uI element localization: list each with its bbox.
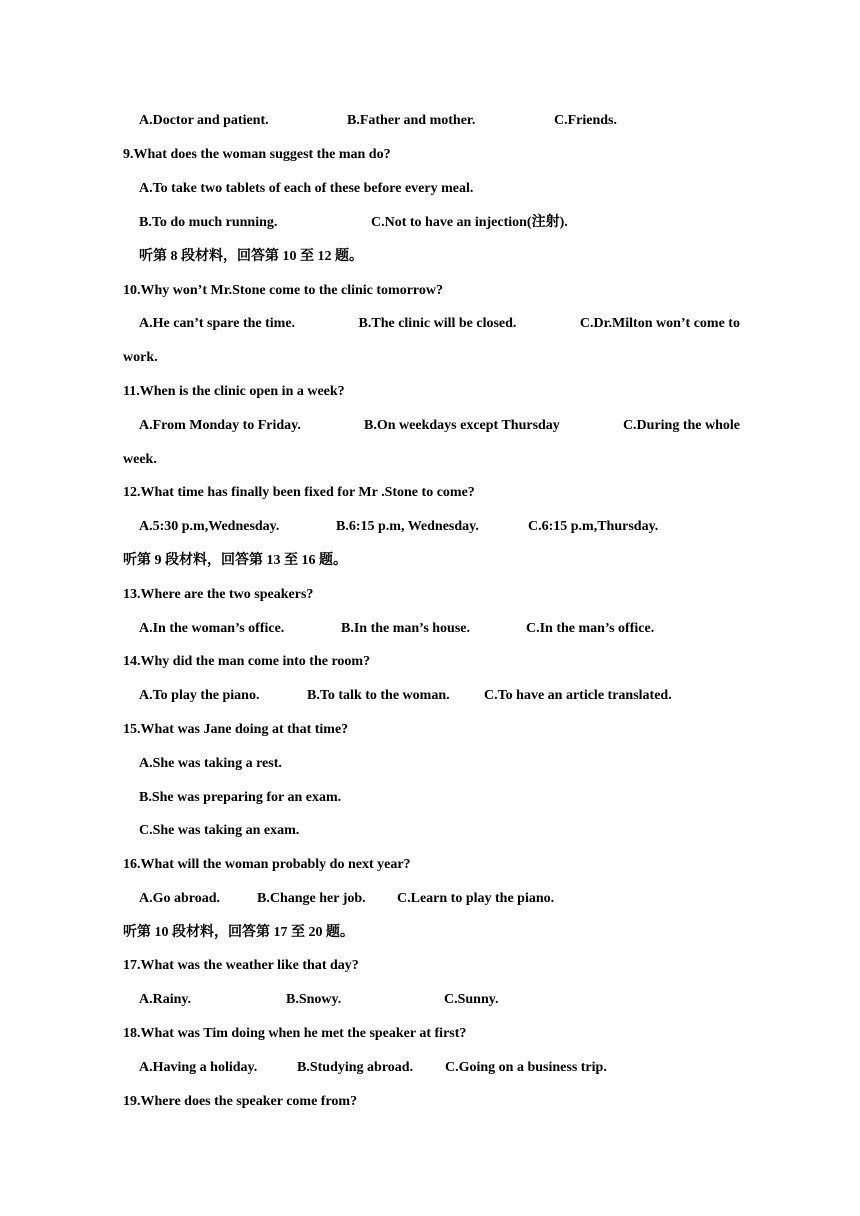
option-a: A.To play the piano. xyxy=(139,688,260,703)
option-c: C.Dr.Milton won’t come to xyxy=(579,316,740,331)
q11-option-c-continued xyxy=(0,450,860,470)
section-text: 听第 9 段材料，回答第 13 至 16 题。 xyxy=(123,553,347,568)
section-text: 听第 8 段材料，回答第 10 至 12 题。 xyxy=(139,249,363,264)
question-10 xyxy=(0,281,860,301)
continued-text: week. xyxy=(123,452,157,467)
option-b: B.Snowy. xyxy=(286,992,342,1007)
option-a: A.He can’t spare the time. xyxy=(139,316,296,331)
option-c: C.Friends. xyxy=(554,113,617,128)
options-row xyxy=(139,314,740,334)
question-text: 15.What was Jane doing at that time? xyxy=(123,722,349,737)
q18-options xyxy=(0,1058,860,1078)
question-17 xyxy=(0,956,860,976)
option-a: A.Having a holiday. xyxy=(139,1060,258,1075)
option-b: B.The clinic will be closed. xyxy=(358,316,517,331)
question-13 xyxy=(0,585,860,605)
option-c: C.Sunny. xyxy=(444,992,499,1007)
q14-options xyxy=(0,686,860,706)
option-c: C.In the man’s office. xyxy=(526,621,655,636)
option-c: C.Not to have an injection(注射). xyxy=(371,215,568,230)
q17-options xyxy=(0,990,860,1010)
question-9 xyxy=(0,145,860,165)
question-12 xyxy=(0,483,860,503)
question-text: 16.What will the woman probably do next year? xyxy=(123,857,411,872)
option-c: C.She was taking an exam. xyxy=(139,823,300,838)
q10-option-c-continued xyxy=(0,348,860,368)
option-a: A.In the woman’s office. xyxy=(139,621,285,636)
option-b: B.Father and mother. xyxy=(347,113,476,128)
q11-options xyxy=(0,416,860,436)
option-a: A.5:30 p.m,Wednesday. xyxy=(139,519,280,534)
section-9-heading xyxy=(0,551,860,571)
option-b: B.She was preparing for an exam. xyxy=(139,790,342,805)
option-c: C.6:15 p.m,Thursday. xyxy=(528,519,659,534)
question-14 xyxy=(0,652,860,672)
question-text: 9.What does the woman suggest the man do? xyxy=(123,147,391,162)
q12-options xyxy=(0,517,860,537)
option-b: B.Change her job. xyxy=(257,891,366,906)
question-text: 12.What time has finally been fixed for Mr .Stone to come? xyxy=(123,485,475,500)
option-a: A.To take two tablets of each of these before every meal. xyxy=(139,181,474,196)
question-19 xyxy=(0,1092,860,1112)
option-a: A.Doctor and patient. xyxy=(139,113,269,128)
q10-options xyxy=(0,314,860,334)
question-text: 13.Where are the two speakers? xyxy=(123,587,314,602)
question-18 xyxy=(0,1024,860,1044)
q9-option-a-line xyxy=(0,179,860,199)
question-text: 10.Why won’t Mr.Stone come to the clinic tomorrow? xyxy=(123,283,444,298)
option-a: A.She was taking a rest. xyxy=(139,756,282,771)
section-10-heading xyxy=(0,923,860,943)
option-a: A.From Monday to Friday. xyxy=(139,418,301,433)
q9-options-bc xyxy=(0,213,860,233)
q16-options xyxy=(0,889,860,909)
question-text: 18.What was Tim doing when he met the speaker at first? xyxy=(123,1026,467,1041)
options-row xyxy=(139,416,740,436)
continued-text: work. xyxy=(123,350,158,365)
q13-options xyxy=(0,619,860,639)
question-text: 11.When is the clinic open in a week? xyxy=(123,384,345,399)
option-b: B.Studying abroad. xyxy=(297,1060,414,1075)
option-c: C.Learn to play the piano. xyxy=(397,891,555,906)
option-b: B.6:15 p.m, Wednesday. xyxy=(336,519,479,534)
section-8-heading xyxy=(0,247,860,267)
option-a: A.Rainy. xyxy=(139,992,192,1007)
option-b: B.To do much running. xyxy=(139,215,278,230)
q15-option-b-line xyxy=(0,788,860,808)
option-a: A.Go abroad. xyxy=(139,891,221,906)
q15-option-a-line xyxy=(0,754,860,774)
q15-option-c-line xyxy=(0,821,860,841)
option-b: B.In the man’s house. xyxy=(341,621,471,636)
question-16 xyxy=(0,855,860,875)
question-text: 14.Why did the man come into the room? xyxy=(123,654,371,669)
question-11 xyxy=(0,382,860,402)
option-c: C.To have an article translated. xyxy=(484,688,672,703)
q8-options xyxy=(0,111,860,131)
section-text: 听第 10 段材料，回答第 17 至 20 题。 xyxy=(123,925,354,940)
option-c: C.During the whole xyxy=(622,418,740,433)
option-b: B.To talk to the woman. xyxy=(307,688,450,703)
question-15 xyxy=(0,720,860,740)
option-c: C.Going on a business trip. xyxy=(445,1060,607,1075)
question-text: 17.What was the weather like that day? xyxy=(123,958,359,973)
question-text: 19.Where does the speaker come from? xyxy=(123,1094,358,1109)
option-b: B.On weekdays except Thursday xyxy=(364,418,560,433)
